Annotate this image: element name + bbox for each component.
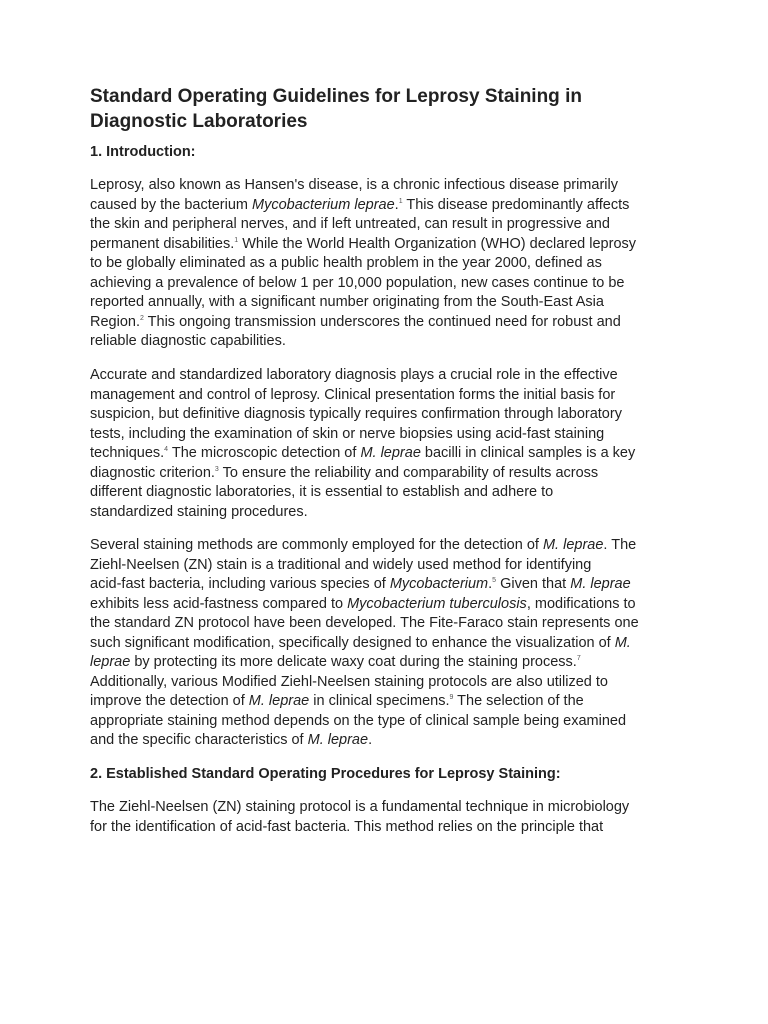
text-line (90, 503, 690, 523)
text-run: , modifications to (526, 595, 636, 612)
text-run: Additionally, various Modified Ziehl-Neelsen staining protocols are also utilized to (90, 673, 608, 690)
title-line: Diagnostic Laboratories (90, 111, 308, 132)
text-run: This ongoing transmission underscores the continued need for robust and (143, 313, 621, 330)
text-run: such significant modification, specifically designed to enhance the visualization of (90, 634, 615, 651)
text-run: This disease predominantly affects (402, 196, 630, 213)
text-line (90, 425, 690, 445)
text-run: acid-fast bacteria, including various species of (90, 576, 390, 592)
text-run: diagnostic criterion. (90, 464, 215, 481)
text-run: achieving a prevalence of below 1 per 10,000 population, new cases continue to be (90, 274, 625, 291)
text-line (90, 313, 690, 333)
text-run: Accurate and standardized laboratory diagnosis plays a crucial role in the effective (90, 367, 618, 383)
text-line (90, 293, 690, 313)
text-line (90, 196, 690, 216)
text-run: bacilli in clinical samples is a key (420, 445, 636, 461)
italic-term: Mycobacterium leprae (252, 196, 395, 213)
citation-marker: 7 (576, 655, 581, 662)
text-line (90, 366, 690, 386)
text-line (90, 386, 690, 406)
citation-marker: 5 (492, 577, 497, 584)
text-line (90, 692, 690, 712)
italic-term: M. leprae (542, 537, 604, 553)
text-line (90, 818, 690, 838)
text-run: improve the detection of (90, 693, 249, 709)
text-run: Given that (496, 576, 571, 592)
italic-term: M. leprae (360, 445, 421, 461)
section-heading-introduction: 1. Introduction: (90, 144, 196, 160)
title-line: Standard Operating Guidelines for Leprosy Staining in (90, 86, 582, 107)
text-run: appropriate staining method depends on the type of clinical sample being examined (90, 712, 627, 729)
text-run: Leprosy, also known as Hansen's disease, is a chronic infectious disease primarily (90, 177, 618, 193)
text-line (90, 274, 690, 294)
text-run: reported annually, with a significant number originating from the South-East Asia (90, 294, 604, 310)
text-line (90, 575, 690, 595)
text-run: for the identification of acid-fast bacteria. This method relies on the principle that (90, 818, 604, 835)
text-line (90, 556, 690, 576)
italic-term: M. leprae (248, 693, 310, 709)
citation-marker: 1 (398, 197, 403, 205)
text-line (90, 254, 690, 274)
text-run: suspicion, but definitive diagnosis typically requires confirmation through laboratory (90, 406, 622, 422)
italic-term: M. leprae (307, 732, 369, 748)
text-run: Several staining methods are commonly employed for the detection of (90, 537, 543, 553)
paragraph (90, 798, 690, 837)
text-line (90, 712, 690, 732)
text-run: techniques. (90, 445, 165, 461)
text-run: different diagnostic laboratories, it is essential to establish and adhere to (90, 484, 554, 500)
text-run: and the specific characteristics of (90, 732, 308, 748)
text-run: exhibits less acid-fastness compared to (90, 595, 348, 612)
text-run: in clinical specimens. (309, 693, 450, 709)
text-line (90, 673, 690, 693)
citation-marker: 4 (164, 446, 169, 453)
text-run: The selection of the (453, 693, 584, 709)
text-line (90, 235, 690, 255)
italic-term: leprae (90, 654, 131, 670)
paragraph (90, 536, 690, 751)
text-run: management and control of leprosy. Clinical presentation forms the initial basis for (90, 386, 616, 403)
text-run: caused by the bacterium (90, 196, 253, 213)
citation-marker: 1 (234, 236, 239, 244)
document-title (90, 84, 690, 134)
text-line (90, 634, 690, 654)
italic-term: Mycobacterium (389, 576, 489, 592)
text-run: . The (603, 537, 637, 553)
text-run: The Ziehl-Neelsen (ZN) staining protocol is a fundamental technique in microbiology (90, 799, 630, 815)
text-run: . (488, 576, 493, 592)
text-run: While the World Health Organization (WHO) declared leprosy (238, 235, 637, 252)
text-run: standardized staining procedures. (90, 503, 308, 520)
text-run: The microscopic detection of (168, 445, 361, 461)
text-line (90, 536, 690, 556)
text-line (90, 798, 690, 818)
text-run: the skin and peripheral nerves, and if left untreated, can result in progressive and (90, 216, 610, 232)
text-line (90, 176, 690, 196)
text-line (90, 444, 690, 464)
italic-term: Mycobacterium tuberculosis (347, 595, 527, 612)
text-line (90, 483, 690, 503)
citation-marker: 9 (449, 694, 454, 701)
text-line (90, 614, 690, 634)
text-run: to be globally eliminated as a public health problem in the year 2000, defined as (90, 255, 602, 271)
text-run: the standard ZN protocol have been developed. The Fite-Faraco stain represents one (90, 615, 639, 631)
text-line (90, 464, 690, 484)
text-run: To ensure the reliability and comparability of results across (218, 464, 599, 481)
text-line (90, 595, 690, 615)
paragraph (90, 176, 690, 352)
text-run: tests, including the examination of skin or nerve biopsies using acid-fast staining (90, 425, 605, 442)
text-run: reliable diagnostic capabilities. (90, 333, 286, 349)
text-run: . (394, 196, 399, 213)
text-run: . (368, 732, 373, 748)
text-run: by protecting its more delicate waxy coat during the staining process. (130, 654, 577, 670)
text-line (90, 731, 690, 751)
text-run: permanent disabilities. (90, 235, 235, 252)
paragraph (90, 366, 690, 522)
text-line (90, 653, 690, 673)
citation-marker: 2 (139, 314, 144, 322)
italic-term: M. leprae (570, 576, 631, 592)
section-heading-procedures: 2. Established Standard Operating Procedures for Leprosy Staining: (90, 766, 561, 782)
text-line (90, 215, 690, 235)
text-run: Region. (90, 313, 140, 330)
citation-marker: 3 (214, 465, 219, 473)
text-line (90, 405, 690, 425)
text-run: Ziehl-Neelsen (ZN) stain is a traditional and widely used method for identifying (90, 556, 592, 573)
text-line (90, 332, 690, 352)
italic-term: M. (614, 634, 631, 651)
